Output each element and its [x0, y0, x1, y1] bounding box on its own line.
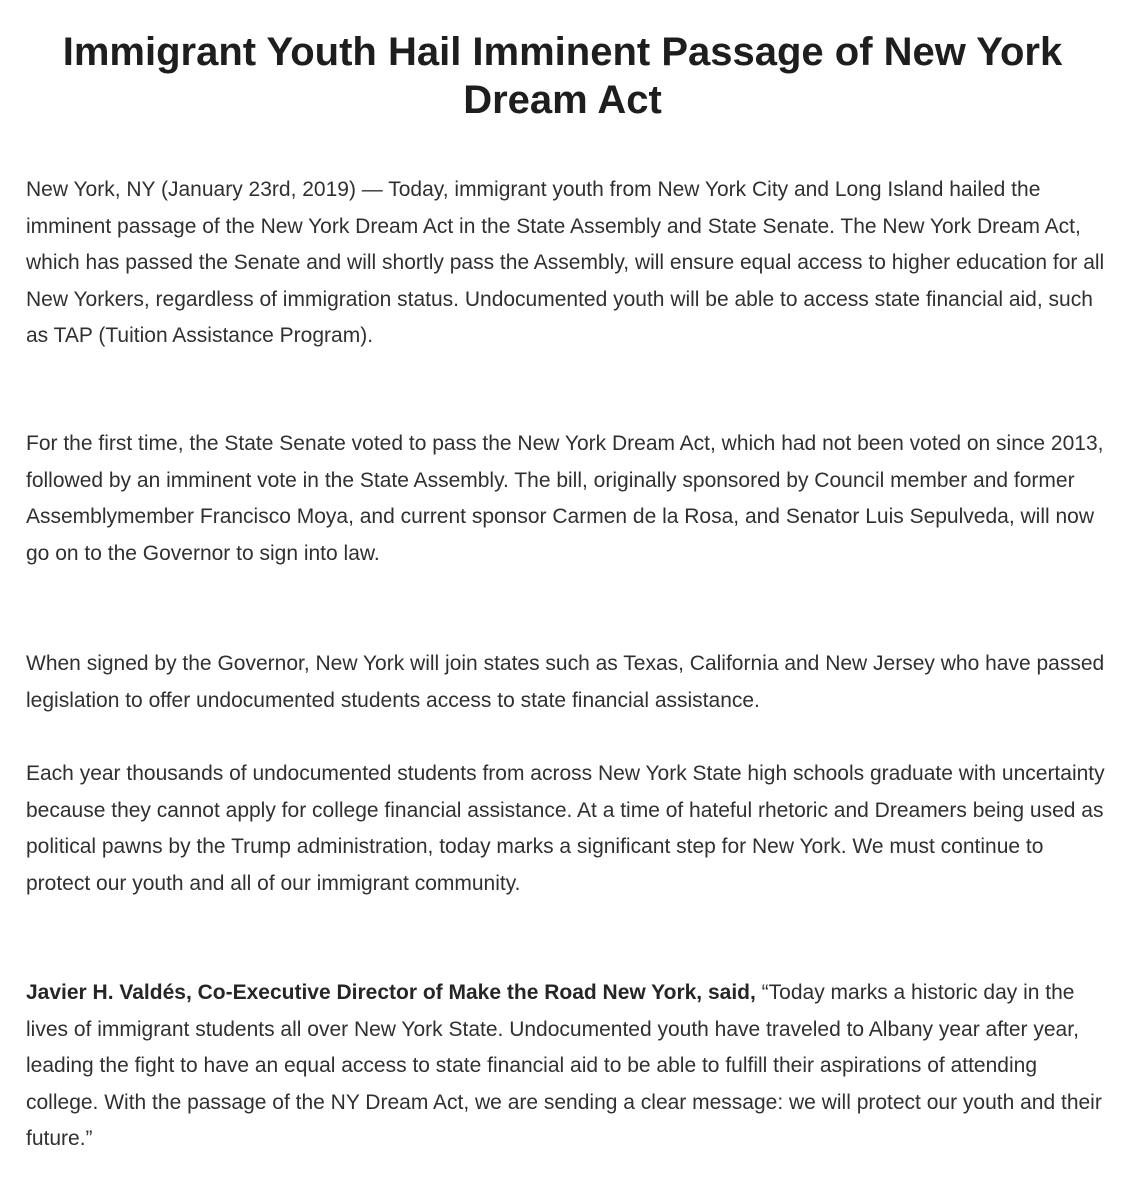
quote-text: “Today marks a historic day in the lives of immigrant students all over New York State. Undocumented youth have traveled to Albany year after year, leading the fight to have an equal access to state financial aid to be able to fulfill their aspirations of attending college. With the passage of the NY Dream Act, we are sending a clear message: we will protect our youth and their future.” — [26, 981, 1102, 1150]
paragraph-students-uncertainty: Each year thousands of undocumented students from across New York State high schools graduate with uncertainty because they cannot apply for college financial assistance. At a time of hateful rhetoric and Dreamers being used as political pawns by the Trump administration, today marks a significant step for New York. We must continue to protect our youth and all of our immigrant community. — [26, 762, 1105, 895]
headline: Immigrant Youth Hail Imminent Passage of New York Dream Act — [62, 30, 1063, 122]
paragraph-quote — [26, 975, 1106, 1158]
paragraph-governor-signing: When signed by the Governor, New York will join states such as Texas, California and New Jersey who have passed legislation to offer undocumented students access to state financial assistance. — [26, 652, 1105, 712]
paragraph-senate-vote: For the first time, the State Senate voted to pass the New York Dream Act, which had not been voted on since 2013, followed by an imminent vote in the State Assembly. The bill, originally sponsored by Council member and former Assemblymember Francisco Moya, and current sponsor Carmen de la Rosa, and Senator Luis Sepulveda, will now go on to the Governor to sign into law. — [26, 432, 1104, 565]
quote-speaker: Javier H. Valdés, Co-Executive Director of Make the Road New York, said, — [26, 981, 756, 1004]
paragraph-intro: New York, NY (January 23rd, 2019) — Today, immigrant youth from New York City and Long Island hailed the imminent passage of the New York Dream Act in the State Assembly and State Senate. The New York Dream Act, which has passed the Senate and will shortly pass the Assembly, will ensure equal access to higher education for all New Yorkers, regardless of immigration status. Undocumented youth will be able to access state financial aid, such as TAP (Tuition Assistance Program). — [26, 178, 1105, 347]
